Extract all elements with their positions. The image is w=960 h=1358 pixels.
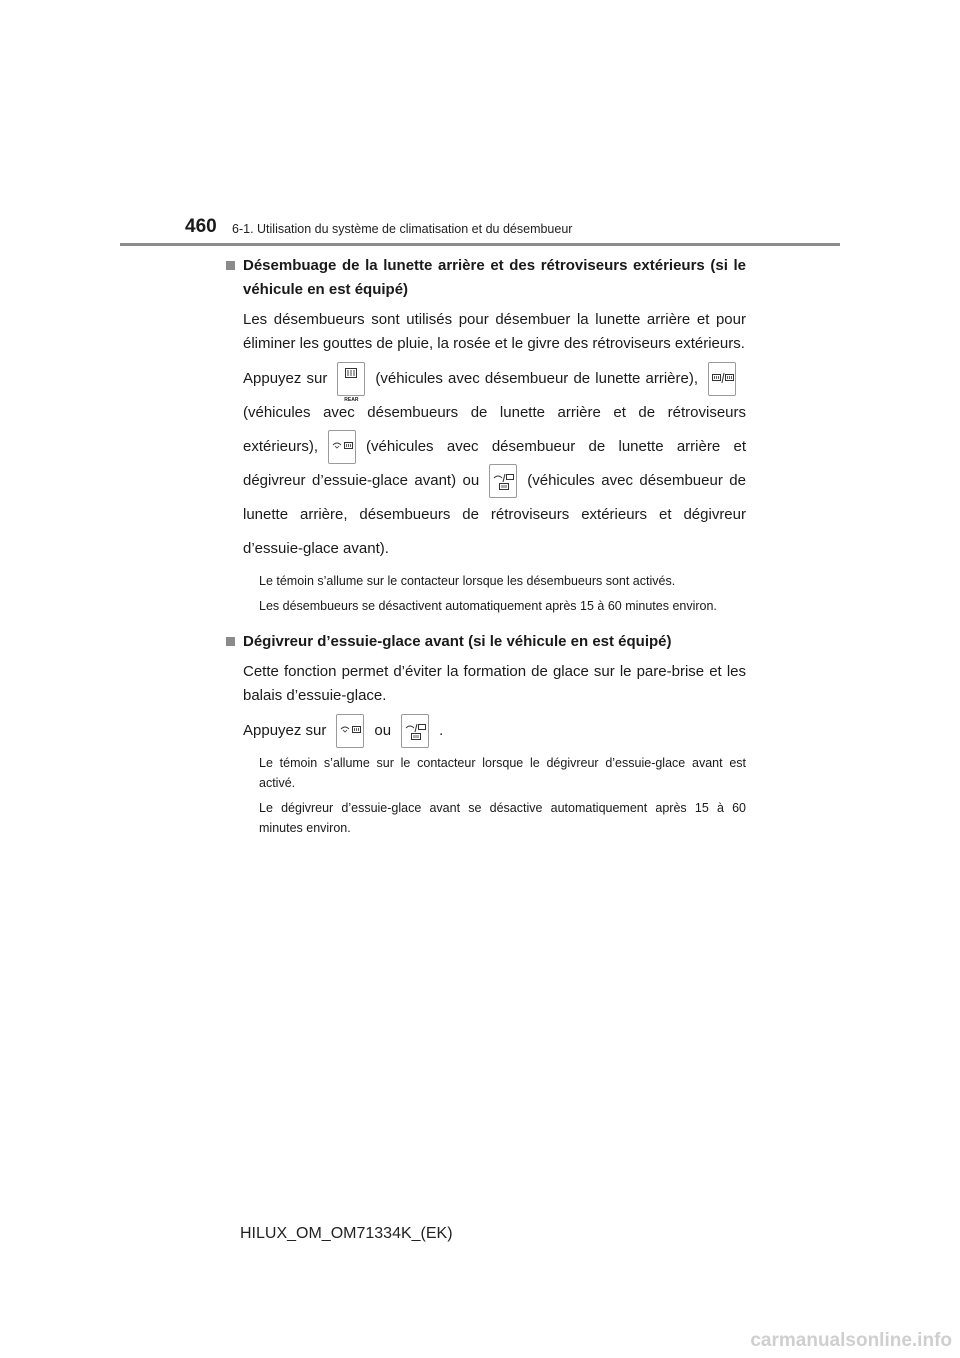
rear-mirror-defogger-icon <box>712 371 734 385</box>
rear-defogger-icon <box>345 368 357 378</box>
document-code: HILUX_OM_OM71334K_(EK) <box>240 1225 453 1242</box>
combined-defogger-icon <box>405 723 427 741</box>
instruction-paragraph <box>224 714 746 748</box>
rear-label: REAR <box>344 397 359 404</box>
section-title: 6-1. Utilisation du système de climatisation et du désembueur <box>232 222 573 236</box>
instruction-text: (véhicules avec désembueurs de lunette arrière et de rétroviseurs extérieurs), <box>243 404 746 456</box>
wiper-deicer-icon <box>340 723 362 737</box>
instruction-text: ou <box>374 722 392 740</box>
section-paragraph: Cette fonction permet d’éviter la formation de glace sur le pare-brise et les balais d’essuie-glace. <box>243 663 746 705</box>
wiper-deicer-key <box>328 430 356 464</box>
note-text: Le témoin s’allume sur le contacteur lorsque le dégivreur d’essuie-glace avant est activé. <box>259 756 746 791</box>
instruction-text: (véhicules avec désembueur de lunette arrière, désembueurs de rétroviseurs extérieurs et dégivreur d’essuie-glace avant). <box>243 472 746 558</box>
instruction-text: (véhicules avec désembueur de lunette arrière et dégivreur d’essuie-glace avant) ou <box>243 438 746 490</box>
section-paragraph: Les désembueurs sont utilisés pour désembuer la lunette arrière et pour éliminer les gouttes de pluie, la rosée et le givre des rétroviseurs extérieurs. <box>243 311 746 352</box>
header-divider <box>120 243 840 246</box>
square-bullet-icon <box>226 637 235 646</box>
combined-defogger-icon <box>493 473 515 491</box>
instruction-text: . <box>439 722 444 740</box>
instruction-paragraph <box>224 362 746 566</box>
section-heading <box>224 630 746 654</box>
combined-defogger-key <box>401 714 429 748</box>
watermark: carmanualsonline.info <box>750 1330 952 1351</box>
section-heading <box>224 254 746 302</box>
rear-defogger-key <box>337 362 365 404</box>
page-content <box>224 254 746 852</box>
section-rear-defogger <box>224 254 746 616</box>
section-heading-text: Dégivreur d’essuie-glace avant (si le véhicule en est équipé) <box>243 633 672 651</box>
section-wiper-deicer <box>224 630 746 838</box>
instruction-text: (véhicules avec désembueur de lunette arrière), <box>375 370 698 387</box>
note-text: Le témoin s’allume sur le contacteur lorsque les désembueurs sont activés. <box>259 574 676 589</box>
page-number: 460 <box>185 216 217 237</box>
note-text: Les désembueurs se désactivent automatiquement après 15 à 60 minutes environ. <box>259 599 717 614</box>
rear-mirror-defogger-key <box>708 362 736 396</box>
section-heading-text: Désembuage de la lunette arrière et des rétroviseurs extérieurs (si le véhicule en est équipé) <box>243 257 746 298</box>
combined-defogger-key <box>489 464 517 498</box>
note-text: Le dégivreur d’essuie-glace avant se désactive automatiquement après 15 à 60 minutes environ. <box>259 801 746 836</box>
wiper-deicer-icon <box>332 439 354 453</box>
square-bullet-icon <box>226 261 235 270</box>
instruction-text: Appuyez sur <box>243 370 328 387</box>
instruction-text: Appuyez sur <box>243 722 327 740</box>
wiper-deicer-key <box>336 714 364 748</box>
